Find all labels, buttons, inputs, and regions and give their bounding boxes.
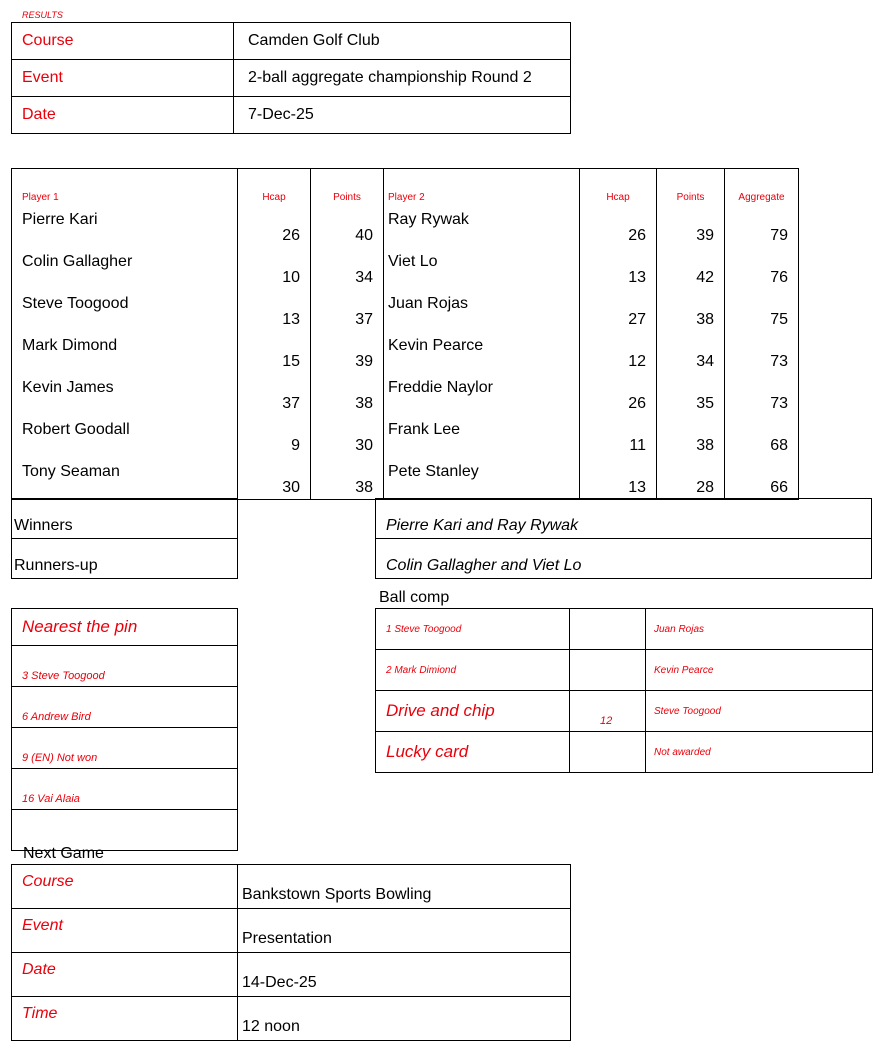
player2-name: Juan Rojas [384,289,580,331]
player2-points: 38 [657,415,725,457]
player2-hcap: 12 [580,331,657,373]
player2-name: Viet Lo [384,247,580,289]
next-game-value: Presentation [238,909,571,953]
player1-name: Pierre Kari [12,205,238,247]
player1-name: Kevin James [12,373,238,415]
player1-points: 40 [311,205,384,247]
player1-name: Mark Dimond [12,331,238,373]
player1-name: Robert Goodall [12,415,238,457]
nearest-pin-title: Nearest the pin [12,609,238,646]
aggregate-score: 75 [725,289,799,331]
player2-points: 35 [657,373,725,415]
player2-name: Frank Lee [384,415,580,457]
player2-points: 34 [657,331,725,373]
next-game-label: Event [12,909,238,953]
next-game-row [12,865,571,909]
event-info-value: 2-ball aggregate championship Round 2 [234,60,571,97]
ball-comp-winner: Steve Toogood [646,691,873,732]
player1-hcap: 15 [238,331,311,373]
next-game-title: Next Game [23,845,104,862]
nearest-pin-entry: 3 Steve Toogood [12,646,238,687]
event-info-table [11,22,571,134]
ball-comp-title: Ball comp [379,589,450,606]
ball-comp-category: Drive and chip [376,691,570,732]
next-game-value: 14-Dec-25 [238,953,571,997]
next-game-value: 12 noon [238,997,571,1041]
player1-hcap: 10 [238,247,311,289]
next-game-value: Bankstown Sports Bowling [238,865,571,909]
winners-label: Winners [12,499,238,539]
ball-comp-hole [570,732,646,773]
next-game-label: Time [12,997,238,1041]
table-row [12,247,799,289]
next-game-table [11,864,571,1041]
next-game-row [12,909,571,953]
player1-points: 34 [311,247,384,289]
table-row [12,457,799,500]
ball-comp-row [376,650,873,691]
player1-name: Steve Toogood [12,289,238,331]
nearest-pin-row [12,687,238,728]
aggregate-score: 73 [725,331,799,373]
player1-hcap: 13 [238,289,311,331]
event-info-row [12,60,571,97]
table-row [12,373,799,415]
table-row [12,415,799,457]
next-game-row [12,953,571,997]
aggregate-score: 79 [725,205,799,247]
player2-hcap: 27 [580,289,657,331]
player2-name: Ray Rywak [384,205,580,247]
player1-points: 38 [311,373,384,415]
player1-points: 30 [311,415,384,457]
players-header-row [12,169,799,206]
player2-points: 28 [657,457,725,500]
next-game-label: Date [12,953,238,997]
player2-points: 42 [657,247,725,289]
next-game-row [12,997,571,1041]
event-info-label: Date [12,97,234,134]
header-hcap2: Hcap [580,169,657,206]
ball-comp-hole [570,609,646,650]
winners-names: Pierre Kari and Ray Rywak [376,499,872,539]
player2-hcap: 26 [580,373,657,415]
ball-comp-category: Lucky card [376,732,570,773]
nearest-pin-entry: 16 Vai Alaia [12,769,238,810]
player1-hcap: 9 [238,415,311,457]
player2-name: Kevin Pearce [384,331,580,373]
player2-name: Pete Stanley [384,457,580,500]
player1-points: 39 [311,331,384,373]
player2-hcap: 13 [580,457,657,500]
ball-comp-hole [570,650,646,691]
event-info-label: Course [12,23,234,60]
ball-comp-row [376,691,873,732]
event-info-label: Event [12,60,234,97]
player1-hcap: 37 [238,373,311,415]
next-game-label: Course [12,865,238,909]
table-row [12,289,799,331]
winners-labels-table [11,498,238,579]
player1-name: Tony Seaman [12,457,238,500]
ball-comp-winner: Kevin Pearce [646,650,873,691]
event-info-row [12,97,571,134]
nearest-pin-row [12,728,238,769]
header-hcap1: Hcap [238,169,311,206]
ball-comp-winner: Juan Rojas [646,609,873,650]
runners-up-names: Colin Gallagher and Viet Lo [376,539,872,579]
runners-up-label: Runners-up [12,539,238,579]
results-label: RESULTS [22,10,63,20]
nearest-pin-row [12,646,238,687]
player1-hcap: 30 [238,457,311,500]
event-info-row [12,23,571,60]
table-row [12,205,799,247]
ball-comp-hole: 12 [570,691,646,732]
nearest-pin-entry: 9 (EN) Not won [12,728,238,769]
player2-points: 38 [657,289,725,331]
aggregate-score: 76 [725,247,799,289]
player1-points: 37 [311,289,384,331]
player1-name: Colin Gallagher [12,247,238,289]
player2-points: 39 [657,205,725,247]
aggregate-score: 66 [725,457,799,500]
player1-hcap: 26 [238,205,311,247]
table-row [12,331,799,373]
ball-comp-category: 2 Mark Dimiond [376,650,570,691]
nearest-pin-row [12,769,238,810]
header-player2: Player 2 [384,169,580,206]
event-info-value: 7-Dec-25 [234,97,571,134]
ball-comp-row [376,732,873,773]
ball-comp-table [375,608,873,773]
aggregate-score: 73 [725,373,799,415]
player2-hcap: 11 [580,415,657,457]
event-info-value: Camden Golf Club [234,23,571,60]
header-points2: Points [657,169,725,206]
header-points1: Points [311,169,384,206]
nearest-pin-entry: 6 Andrew Bird [12,687,238,728]
player1-points: 38 [311,457,384,500]
ball-comp-winner: Not awarded [646,732,873,773]
aggregate-score: 68 [725,415,799,457]
player2-name: Freddie Naylor [384,373,580,415]
player2-hcap: 26 [580,205,657,247]
ball-comp-category: 1 Steve Toogood [376,609,570,650]
nearest-pin-table [11,608,238,851]
header-aggregate: Aggregate [725,169,799,206]
ball-comp-row [376,609,873,650]
winners-names-table [375,498,872,579]
players-table [11,168,799,500]
header-player1: Player 1 [12,169,238,206]
player2-hcap: 13 [580,247,657,289]
